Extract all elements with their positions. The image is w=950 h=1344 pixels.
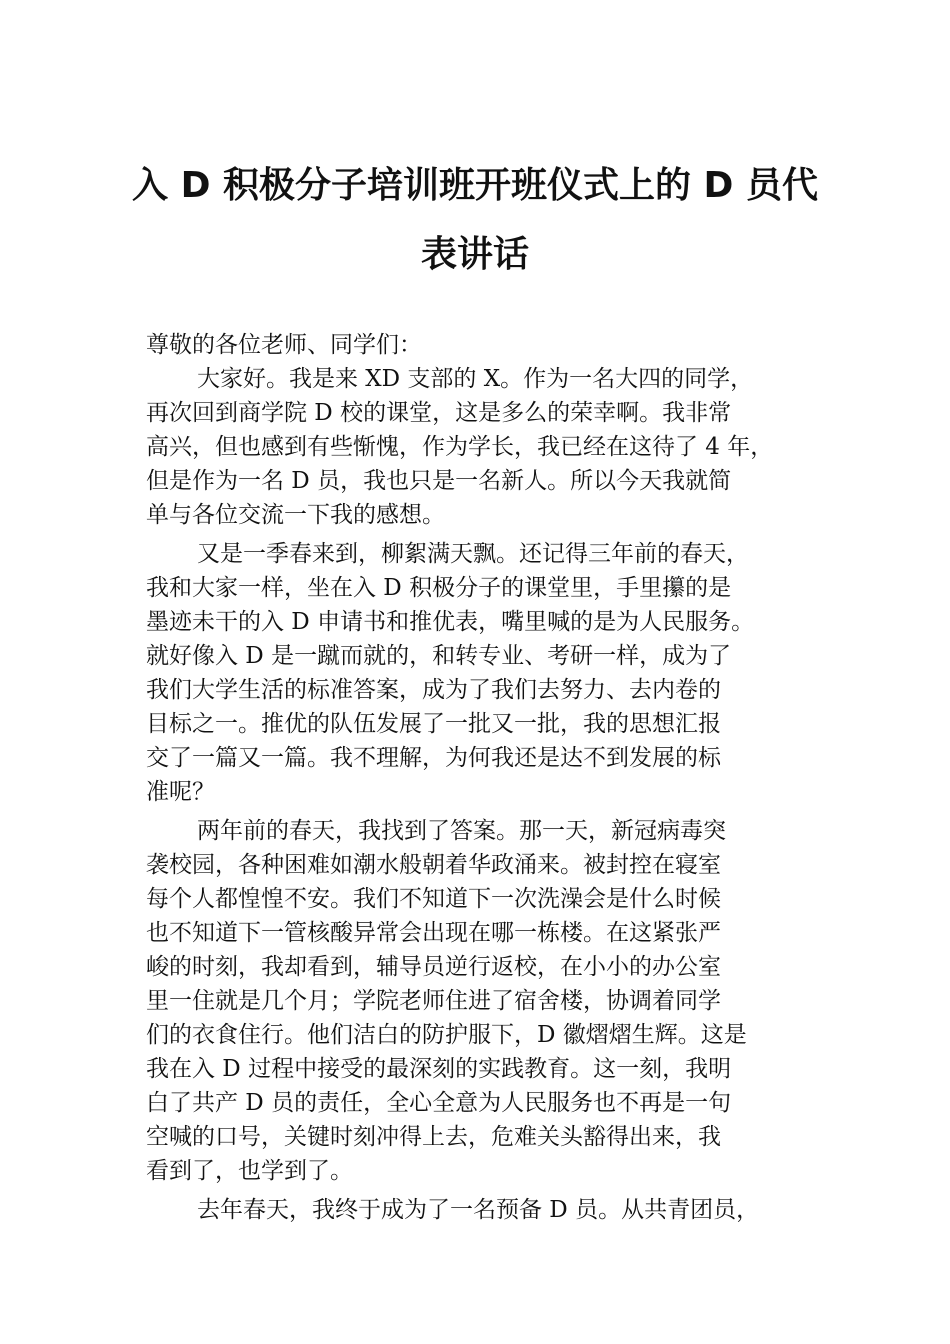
text-line: 尊敬的各位老师、同学们： — [146, 332, 422, 358]
page-title-line-1: 入 D 积极分子培训班开班仪式上的 D 员代 — [132, 165, 818, 206]
text-line: 我在入 D 过程中接受的最深刻的实践教育。这一刻，我明 — [146, 1056, 732, 1082]
text-line: 两年前的春天，我找到了答案。那一天，新冠病毒突 — [197, 818, 726, 844]
text-line: 准呢？ — [146, 779, 215, 805]
text-line: 又是一季春来到，柳絮满天飘。还记得三年前的春天， — [197, 541, 749, 567]
text-line: 再次回到商学院 D 校的课堂，这是多么的荣幸啊。我非常 — [146, 400, 732, 426]
text-line: 目标之一。推优的队伍发展了一批又一批，我的思想汇报 — [146, 711, 721, 737]
text-line: 峻的时刻，我却看到，辅导员逆行返校，在小小的办公室 — [146, 954, 721, 980]
text-line: 就好像入 D 是一蹴而就的，和转专业、考研一样，成为了 — [146, 643, 732, 669]
text-line: 单与各位交流一下我的感想。 — [146, 502, 445, 528]
text-line: 也不知道下一管核酸异常会出现在哪一栋楼。在这紧张严 — [146, 920, 721, 946]
text-line: 但是作为一名 D 员，我也只是一名新人。所以今天我就简 — [146, 468, 732, 494]
text-line: 我和大家一样，坐在入 D 积极分子的课堂里，手里攥的是 — [146, 575, 732, 601]
text-line: 去年春天，我终于成为了一名预备 D 员。从共青团员， — [197, 1197, 760, 1223]
text-line: 每个人都惶惶不安。我们不知道下一次洗澡会是什么时候 — [146, 886, 721, 912]
text-line: 大家好。我是来 XD 支部的 X。作为一名大四的同学， — [197, 366, 754, 392]
text-line: 空喊的口号，关键时刻冲得上去，危难关头豁得出来，我 — [146, 1124, 721, 1150]
text-line: 墨迹未干的入 D 申请书和推优表，嘴里喊的是为人民服务。 — [146, 609, 755, 635]
text-line: 白了共产 D 员的责任，全心全意为人民服务也不再是一句 — [146, 1090, 732, 1116]
page-title-line-2: 表讲话 — [420, 234, 529, 275]
text-line: 交了一篇又一篇。我不理解，为何我还是达不到发展的标 — [146, 745, 721, 771]
text-line: 里一住就是几个月；学院老师住进了宿舍楼，协调着同学 — [146, 988, 721, 1014]
text-line: 高兴，但也感到有些惭愧，作为学长，我已经在这待了 4 年， — [146, 434, 774, 460]
text-line: 看到了，也学到了。 — [146, 1158, 353, 1184]
text-line: 们的衣食住行。他们洁白的防护服下，D 徽熠熠生辉。这是 — [146, 1022, 747, 1048]
text-line: 我们大学生活的标准答案，成为了我们去努力、去内卷的 — [146, 677, 721, 703]
text-line: 袭校园，各种困难如潮水般朝着华政涌来。被封控在寝室 — [146, 852, 721, 878]
